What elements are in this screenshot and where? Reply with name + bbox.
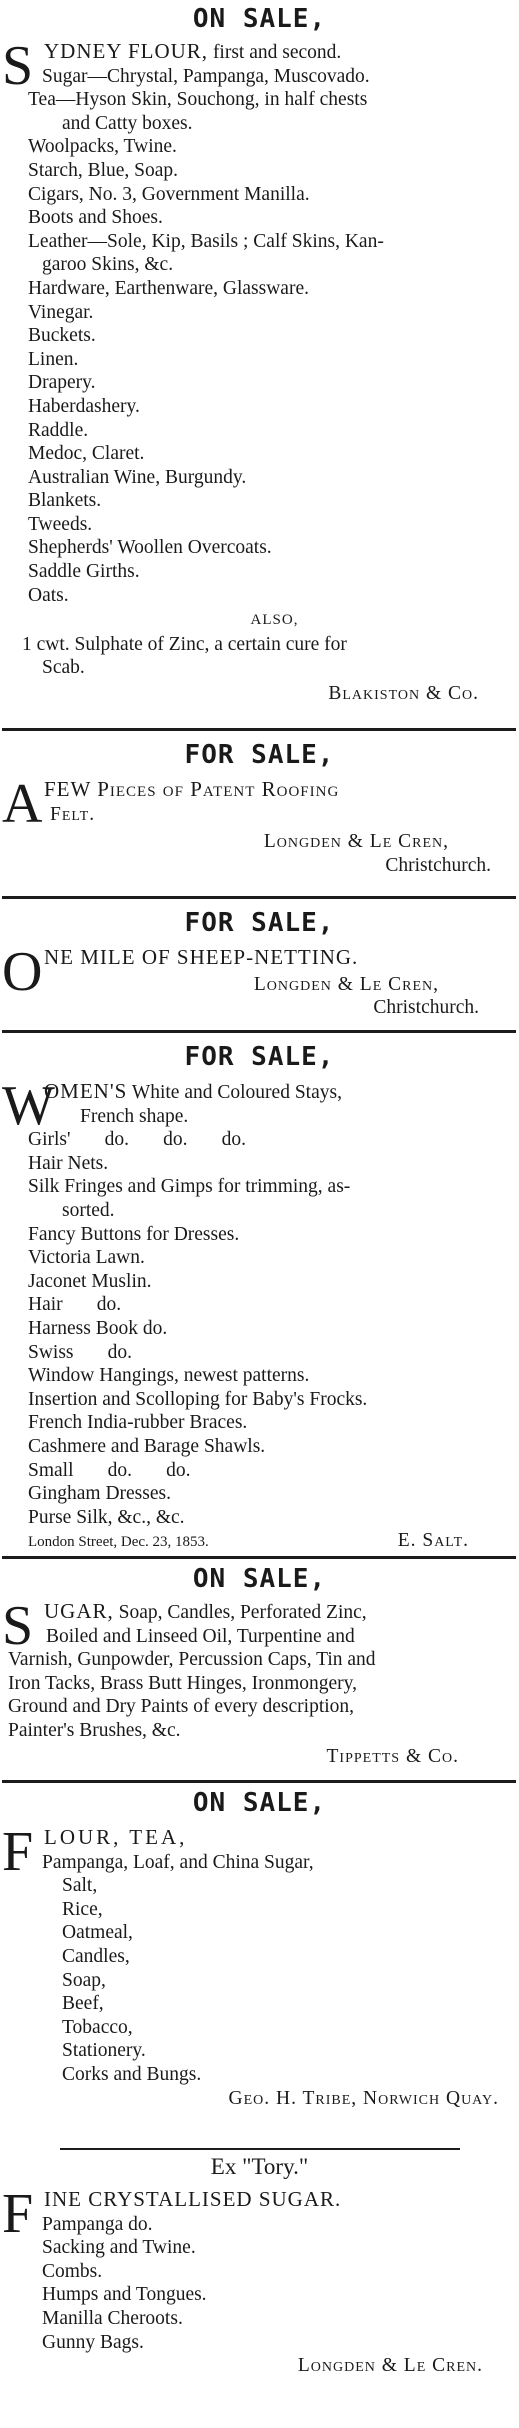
list-item: Medoc, Claret. xyxy=(28,443,145,465)
ad-flour-tea xyxy=(0,1786,519,2110)
lead-words: UGAR, xyxy=(44,1599,114,1623)
list-item: Hair do. xyxy=(28,1294,122,1316)
list-item: Drapery. xyxy=(28,372,96,394)
list-item: Leather—Sole, Kip, Basils ; Calf Skins, Kan- xyxy=(28,230,384,252)
ad-sydney-flour xyxy=(0,0,519,706)
list-item: Haberdashery. xyxy=(28,395,140,417)
divider-rule xyxy=(60,2148,460,2150)
list-item: Ground and Dry Paints of every description, xyxy=(8,1696,355,1718)
list-item: Cigars, No. 3, Government Manilla. xyxy=(28,183,310,205)
list-item: and Catty boxes. xyxy=(62,112,193,134)
lead-rest: Soap, Candles, Perforated Zinc, xyxy=(113,1602,367,1623)
list-item: Stationery. xyxy=(62,2040,146,2062)
ad-roofing-felt xyxy=(0,738,519,877)
list-item: Australian Wine, Burgundy. xyxy=(28,466,247,488)
list-item: 1 cwt. Sulphate of Zinc, a certain cure for xyxy=(22,633,347,655)
list-item: Fancy Buttons for Dresses. xyxy=(28,1223,240,1245)
list-item: Iron Tacks, Brass Butt Hinges, Ironmongery, xyxy=(8,1672,358,1694)
advertiser-signature: Longden & Le Cren, xyxy=(263,831,449,853)
list-item: Boots and Shoes. xyxy=(28,207,163,229)
list-item: Pampanga do. xyxy=(42,2213,153,2235)
ad-sugar-soap-candles xyxy=(0,1562,519,1768)
list-item: Jaconet Muslin. xyxy=(28,1270,152,1292)
lead-rest: White and Coloured Stays, xyxy=(127,1082,342,1103)
drop-cap: F xyxy=(2,2183,34,2245)
list-item: Felt. xyxy=(50,803,96,825)
list-item: Beef, xyxy=(62,1993,104,2015)
list-item: Swiss do. xyxy=(28,1341,133,1363)
ad-heading: Ex "Tory." xyxy=(210,2154,309,2179)
lead-words: LOUR, TEA, xyxy=(44,1825,188,1849)
list-item: Manilla Cheroots. xyxy=(42,2307,183,2329)
ad-date-footer: London Street, Dec. 23, 1853. xyxy=(28,1533,209,1550)
list-item: Boiled and Linseed Oil, Turpentine and xyxy=(46,1625,355,1647)
list-item: Scab. xyxy=(42,657,85,679)
list-item: Corks and Bungs. xyxy=(62,2063,202,2085)
advertiser-signature: Geo. H. Tribe, Norwich Quay. xyxy=(228,2087,499,2109)
list-item: sorted. xyxy=(62,1199,115,1221)
list-item: Sacking and Twine. xyxy=(42,2237,196,2259)
drop-cap: A xyxy=(2,773,43,835)
divider-rule xyxy=(2,1780,516,1783)
list-item: Gunny Bags. xyxy=(42,2331,144,2353)
list-item: Insertion and Scolloping for Baby's Frocks. xyxy=(28,1388,368,1410)
advertiser-signature: Longden & Le Cren. xyxy=(297,2355,483,2377)
advertiser-signature: E. Salt. xyxy=(397,1530,469,1552)
lead-words: INE CRYSTALLISED SUGAR. xyxy=(44,2187,342,2211)
divider-rule xyxy=(2,1030,516,1033)
list-item: Oats. xyxy=(28,584,69,606)
also-label: ALSO, xyxy=(250,612,299,629)
list-item: Hardware, Earthenware, Glassware. xyxy=(28,277,309,299)
list-item: French shape. xyxy=(80,1105,189,1127)
advertiser-signature: Longden & Le Cren, xyxy=(253,973,439,995)
advertiser-signature: Blakiston & Co. xyxy=(328,683,479,705)
list-item: French India-rubber Braces. xyxy=(28,1412,248,1434)
list-item: Candles, xyxy=(62,1945,130,1967)
lead-words: OMEN'S xyxy=(44,1079,128,1103)
list-item: Woolpacks, Twine. xyxy=(28,136,177,158)
list-item: Tea—Hyson Skin, Souchong, in half chests xyxy=(28,89,368,111)
list-item: Gingham Dresses. xyxy=(28,1483,171,1505)
advertiser-place: Christchurch. xyxy=(373,997,479,1019)
list-item: Pampanga, Loaf, and China Sugar, xyxy=(42,1851,314,1873)
ad-ex-tory xyxy=(0,2152,519,2378)
list-item: Shepherds' Woollen Overcoats. xyxy=(28,537,272,559)
list-item: Girls' do. do. do. xyxy=(28,1129,247,1151)
list-item: Vinegar. xyxy=(28,301,94,323)
list-item: Buckets. xyxy=(28,325,96,347)
list-item: Silk Fringes and Gimps for trimming, as- xyxy=(28,1176,351,1198)
ad-heading: FOR SALE, xyxy=(184,740,335,770)
list-item: Hair Nets. xyxy=(28,1152,109,1174)
ad-heading: ON SALE, xyxy=(192,4,327,34)
list-item: garoo Skins, &c. xyxy=(42,254,174,276)
list-item: Linen. xyxy=(28,348,79,370)
lead-words: YDNEY FLOUR, xyxy=(44,39,209,63)
lead-words: NE MILE OF SHEEP-NETTING. xyxy=(44,945,359,969)
ad-heading: ON SALE, xyxy=(192,1788,327,1818)
list-item: Sugar—Chrystal, Pampanga, Muscovado. xyxy=(42,65,370,87)
divider-rule xyxy=(2,896,516,899)
ad-sheep-netting xyxy=(0,906,519,1020)
drop-cap: S xyxy=(2,35,34,97)
list-item: Purse Silk, &c., &c. xyxy=(28,1506,185,1528)
list-item: Oatmeal, xyxy=(62,1922,133,1944)
list-item: Saddle Girths. xyxy=(28,561,140,583)
list-item: Victoria Lawn. xyxy=(28,1247,145,1269)
list-item: Salt, xyxy=(62,1875,98,1897)
ad-womens-stays xyxy=(0,1040,519,1554)
list-item: Harness Book do. xyxy=(28,1317,168,1339)
drop-cap: O xyxy=(2,941,43,1003)
drop-cap: S xyxy=(2,1595,34,1657)
ad-heading: FOR SALE, xyxy=(184,1042,335,1072)
list-item: Cashmere and Barage Shawls. xyxy=(28,1435,266,1457)
list-item: Blankets. xyxy=(28,490,102,512)
drop-cap: W xyxy=(2,1075,55,1137)
list-item: Starch, Blue, Soap. xyxy=(28,159,179,181)
list-item: Humps and Tongues. xyxy=(42,2284,207,2306)
lead-words: FEW Pieces of Patent Roofing xyxy=(44,777,340,801)
list-item: Soap, xyxy=(62,1969,106,1991)
drop-cap: F xyxy=(2,1821,34,1883)
list-item: Raddle. xyxy=(28,419,89,441)
advertiser-place: Christchurch. xyxy=(385,854,491,876)
ad-heading: FOR SALE, xyxy=(184,908,335,938)
divider-rule xyxy=(2,728,516,731)
lead-rest: first and second. xyxy=(208,42,342,63)
advertiser-signature: Tippetts & Co. xyxy=(326,1745,459,1767)
list-item: Window Hangings, newest patterns. xyxy=(28,1365,310,1387)
list-item: Small do. do. xyxy=(28,1459,191,1481)
list-item: Tweeds. xyxy=(28,513,93,535)
list-item: Painter's Brushes, &c. xyxy=(8,1719,181,1741)
list-item: Combs. xyxy=(42,2260,103,2282)
list-item: Rice, xyxy=(62,1898,103,1920)
list-item: Tobacco, xyxy=(62,2016,133,2038)
ad-heading: ON SALE, xyxy=(192,1564,327,1594)
divider-rule xyxy=(2,1556,516,1559)
list-item: Varnish, Gunpowder, Percussion Caps, Tin and xyxy=(8,1649,376,1671)
